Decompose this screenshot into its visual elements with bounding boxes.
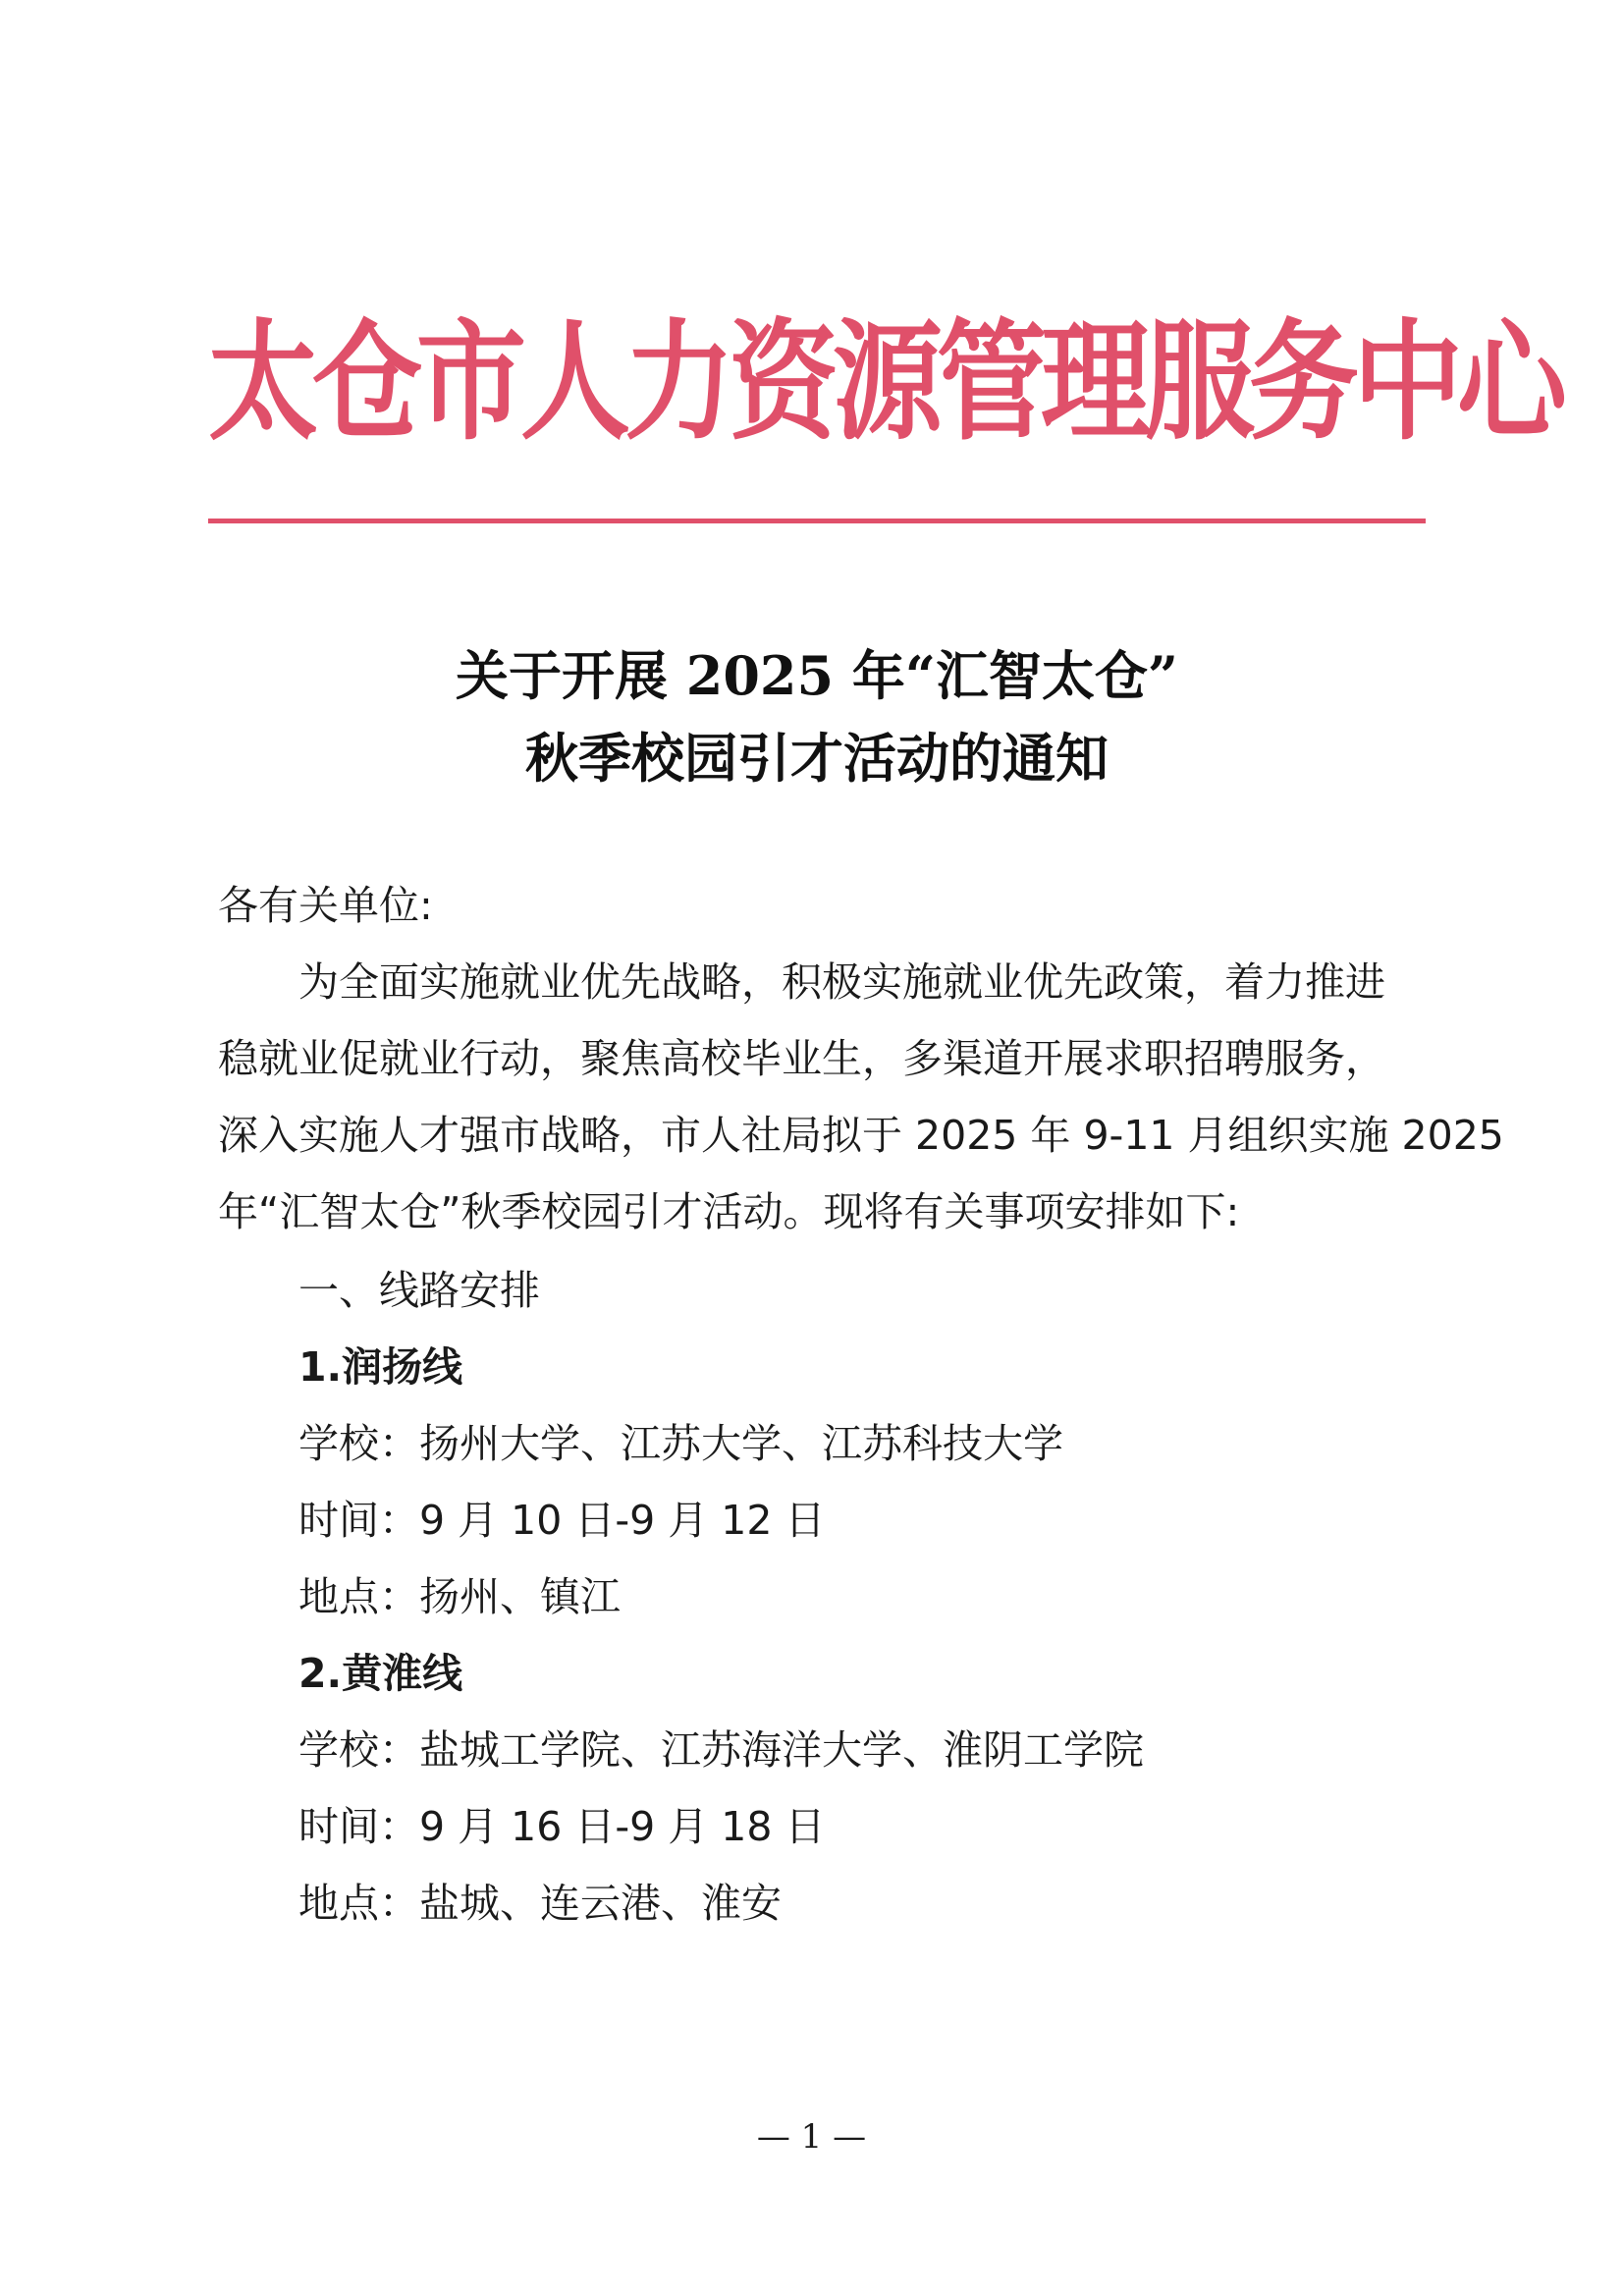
- route-place: 地点：扬州、镇江: [298, 1573, 621, 1620]
- document-title-line-2: 秋季校园引才活动的通知: [525, 727, 1109, 790]
- paragraph-line: 为全面实施就业优先战略，积极实施就业优先政策，着力推进: [298, 958, 1385, 1006]
- route-schools: 学校：盐城工学院、江苏海洋大学、淮阴工学院: [298, 1726, 1144, 1774]
- route-time: 时间：9 月 16 日-9 月 18 日: [298, 1803, 826, 1850]
- organization-letterhead: 太仓市人力资源管理服务中心: [208, 307, 1561, 459]
- section-heading: 一、线路安排: [298, 1267, 540, 1314]
- paragraph-line: 年“汇智太仓”秋季校园引才活动。现将有关事项安排如下:: [218, 1188, 1240, 1235]
- route-heading: 1.润扬线: [298, 1343, 463, 1391]
- route-time: 时间：9 月 10 日-9 月 12 日: [298, 1497, 826, 1544]
- paragraph-line: 深入实施人才强市战略，市人社局拟于 2025 年 9-11 月组织实施 2025: [218, 1112, 1504, 1159]
- route-place: 地点：盐城、连云港、淮安: [298, 1880, 782, 1927]
- salutation: 各有关单位:: [218, 882, 433, 929]
- route-schools: 学校：扬州大学、江苏大学、江苏科技大学: [298, 1420, 1063, 1467]
- letterhead-divider: [208, 519, 1426, 523]
- paragraph-line: 稳就业促就业行动，聚焦高校毕业生，多渠道开展求职招聘服务，: [218, 1035, 1385, 1082]
- page-number: — 1 —: [756, 2117, 867, 2157]
- document-title-line-1: 关于开展 2025 年“汇智太仓”: [455, 644, 1178, 707]
- route-heading: 2.黄淮线: [298, 1650, 463, 1697]
